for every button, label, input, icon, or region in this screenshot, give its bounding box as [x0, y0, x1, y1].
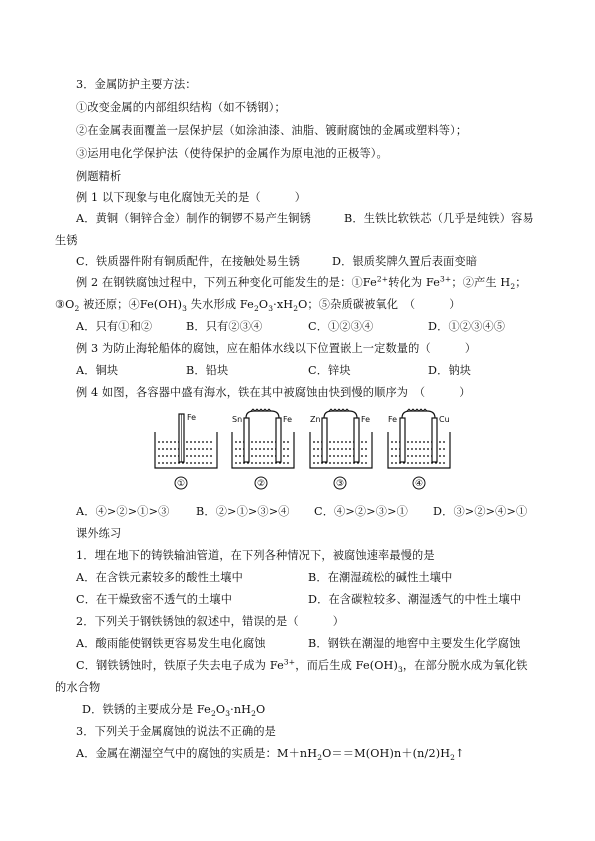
example-3-option-d: D．钠块 [428, 364, 472, 377]
corrosion-cells-svg [150, 408, 450, 494]
example-4-option-d: D．③>②>④>① [433, 505, 528, 518]
question-2-option-c-continued: 的水合物 [55, 681, 101, 694]
example-1-option-b-continued: 生锈 [55, 234, 78, 247]
example-4-stem: 例 4 如图，各容器中盛有海水，铁在其中被腐蚀由快到慢的顺序为 （ ） [76, 386, 471, 399]
question-3-option-a: A．金属在潮湿空气中的腐蚀的实质是：$M+nH_2O==M(OH)n+(n/2)H_2↑$ [76, 747, 465, 763]
example-2-stem-continued: $③O_2$ 被还原；$④Fe(OH)_3$ 失水形成 $Fe_2O_3\cdot xH_2O$；⑤杂质碳被氧化 （ ） [55, 298, 461, 314]
question-2-option-a: A．酸雨能使钢铁更容易发生电化腐蚀 [76, 637, 266, 650]
example-4-option-c: C．④>②>③>① [314, 505, 408, 518]
example-2-option-d: D．①②③④⑤ [428, 320, 506, 333]
example-4-option-a: A．④>②>①>③ [76, 505, 170, 518]
example-1-option-c: C．铁质器件附有铜质配件，在接触处易生锈 [76, 255, 301, 268]
cell-1 [155, 414, 217, 489]
example-1-option-d: D．银质奖牌久置后表面变暗 [332, 255, 478, 268]
example-2-stem: 例 2 在钢铁腐蚀过程中，下列五种变化可能发生的是：$①Fe^{2+}$转化为 $Fe^{3+}$；②产生 $H_2$； [76, 274, 527, 292]
cell-4-right-label: Cu [439, 415, 450, 424]
cell-3-left-label: Zn [310, 415, 321, 424]
examples-heading: 例题精析 [76, 170, 122, 183]
method-2: ②在金属表面覆盖一层保护层（如涂油漆、油脂、镀耐腐蚀的金属或塑料等）； [76, 124, 468, 137]
example-3-stem: 例 3 为防止海轮船体的腐蚀，应在船体水线以下位置嵌上一定数量的（ ） [76, 342, 477, 355]
cell-4-left-label: Fe [388, 415, 398, 424]
section-3-title: 3．金属防护主要方法： [76, 78, 197, 91]
method-3: ③运用电化学保护法（使待保护的金属作为原电池的正极等）。 [76, 147, 388, 160]
question-2-stem: 2．下列关于钢铁锈蚀的叙述中，错误的是（ ） [76, 615, 345, 628]
cell-3-number: ③ [335, 479, 345, 489]
question-1-stem: 1．埋在地下的铸铁输油管道，在下列各种情况下，被腐蚀速率最慢的是 [76, 549, 435, 562]
example-2-option-a: A．只有①和② [76, 320, 153, 333]
cell-2-right-label: Fe [283, 415, 293, 424]
question-1-option-b: B．在潮湿疏松的碱性土壤中 [308, 571, 453, 584]
question-2-option-c: C．钢铁锈蚀时，铁原子失去电子成为 $Fe^{3+}$，而后生成 $Fe(OH)_3$，在部分脱水成为氧化铁 [76, 657, 528, 675]
cell-1-number: ① [176, 479, 186, 489]
example-1-stem: 例 1 以下现象与电化腐蚀无关的是（ ） [76, 191, 307, 204]
example-3-option-b: B．铅块 [186, 364, 229, 377]
example-3-option-a: A．铜块 [76, 364, 119, 377]
question-2-option-d: D．铁锈的主要成分是 $Fe_2O_3\cdot nH_2O$ [82, 703, 266, 719]
corrosion-cells-figure [150, 408, 450, 494]
question-1-option-a: A．在含铁元素较多的酸性土壤中 [76, 571, 243, 584]
question-1-option-c: C．在干燥致密不透气的土壤中 [76, 593, 233, 606]
cell-3-right-label: Fe [361, 415, 371, 424]
example-2-option-b: B．只有②③④ [186, 320, 263, 333]
question-1-option-d: D．在含碳粒较多、潮湿透气的中性土壤中 [308, 593, 522, 606]
cell-4-number: ④ [414, 479, 424, 489]
practice-heading: 课外练习 [76, 527, 122, 540]
cell-2-left-label: Sn [232, 415, 243, 424]
example-1-option-a: A．黄铜（铜锌合金）制作的铜锣不易产生铜锈 [76, 212, 311, 225]
example-3-option-c: C．锌块 [308, 364, 351, 377]
example-2-option-c: C．①②③④ [308, 320, 374, 333]
example-4-option-b: B．②>①>③>④ [196, 505, 290, 518]
cell-1-electrode-label: Fe [187, 413, 197, 422]
example-1-option-b: B．生铁比软铁芯（几乎是纯铁）容易 [344, 212, 534, 225]
method-1: ①改变金属的内部组织结构（如不锈钢）； [76, 101, 286, 114]
cell-2-number: ② [256, 479, 266, 489]
question-3-stem: 3．下列关于金属腐蚀的说法不正确的是 [76, 725, 277, 738]
question-2-option-b: B．钢铁在潮湿的地窖中主要发生化学腐蚀 [308, 637, 521, 650]
